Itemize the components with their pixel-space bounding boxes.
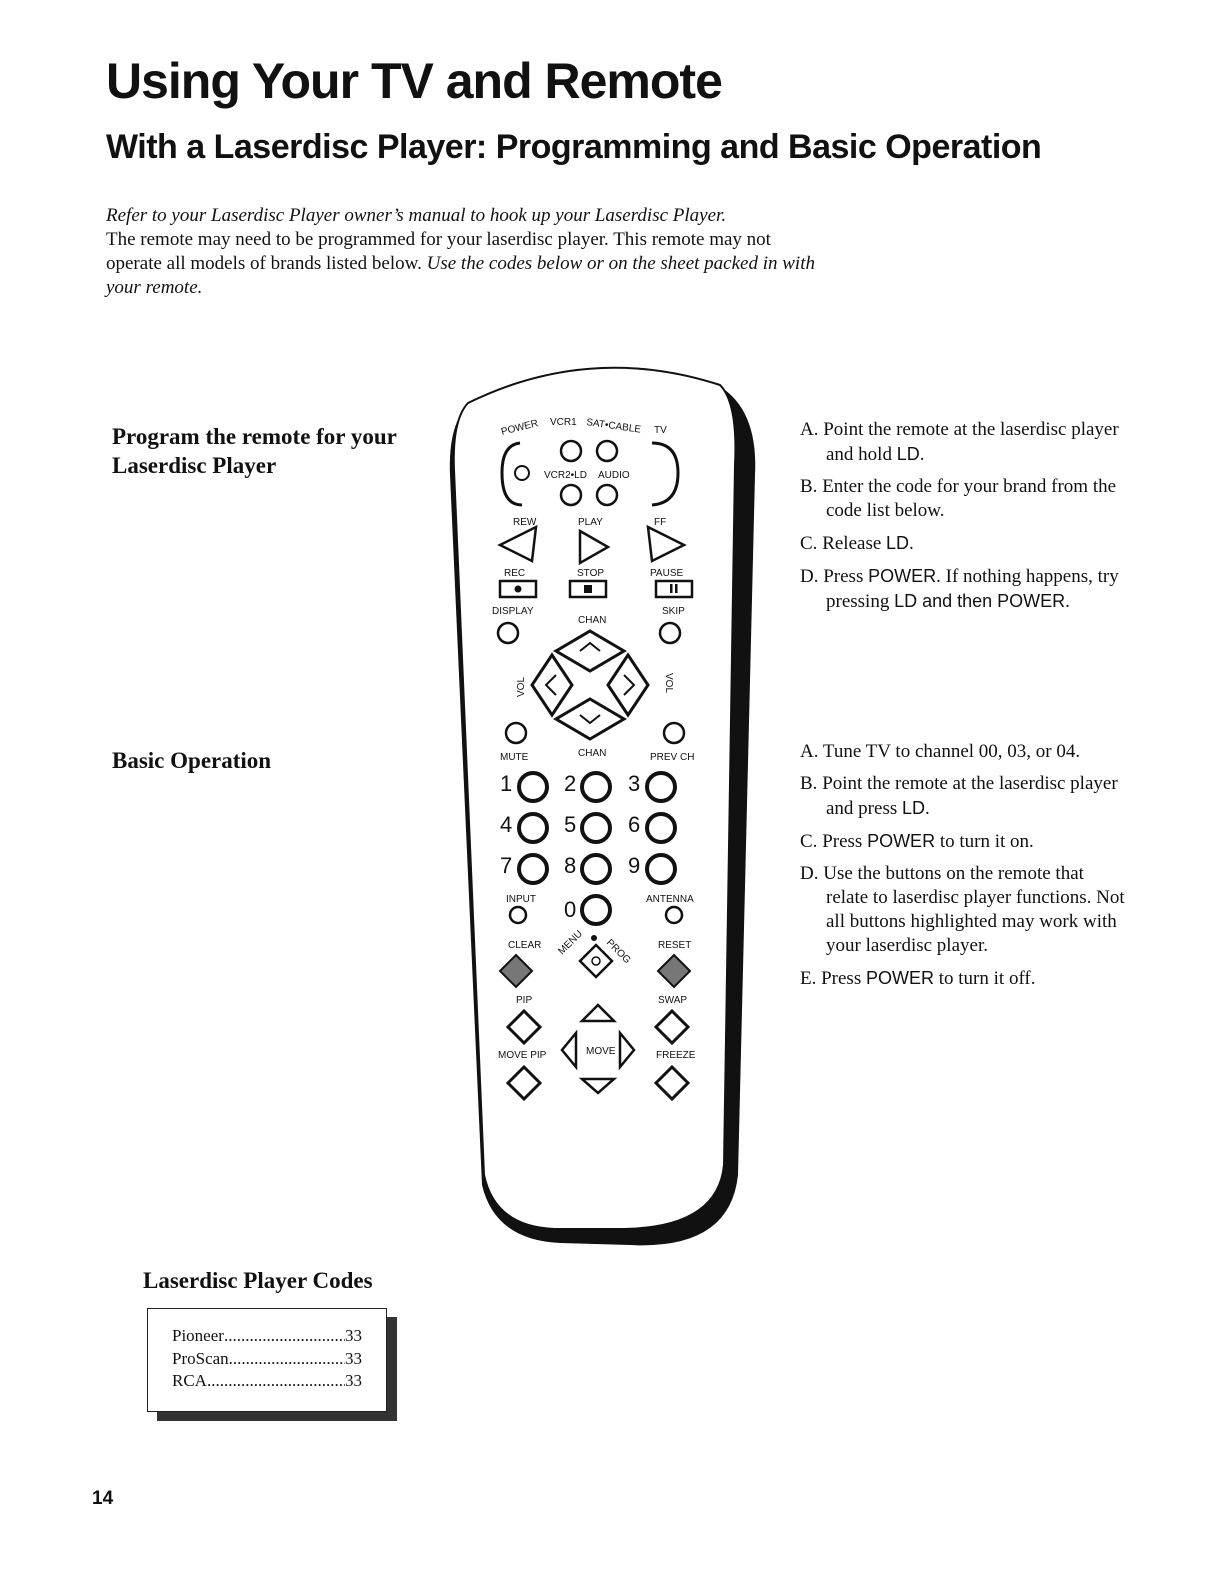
digit-label: 6 [628, 812, 641, 837]
mute-label: MUTE [500, 752, 529, 763]
vcr2ld-label: VCR2•LD [544, 470, 587, 481]
pause-icon [670, 584, 673, 593]
pip-label: PIP [516, 995, 533, 1006]
digit-label: 2 [564, 771, 577, 796]
stop-label: STOP [577, 568, 605, 579]
tv-label: TV [654, 425, 667, 436]
chan-up-label: CHAN [578, 615, 607, 626]
codes-heading: Laserdisc Player Codes [143, 1268, 373, 1293]
vcr1-label: VCR1 [550, 417, 577, 428]
program-step: D. Press POWER. If nothing happens, try pressing LD and then POWER. [800, 566, 1119, 612]
program-steps [800, 418, 1130, 622]
move-label: MOVE [586, 1046, 616, 1057]
digit-label: 5 [564, 812, 577, 837]
code-row [172, 1325, 362, 1348]
page-title: Using Your TV and Remote [106, 53, 722, 109]
power-label: POWER [500, 418, 540, 438]
program-step: C. Release LD. [800, 533, 914, 554]
remote-illustration [440, 355, 760, 1250]
program-step: A. Point the remote at the laserdisc player and hold LD. [800, 419, 1119, 465]
digit-label: 9 [628, 853, 641, 878]
brand-name: Pioneer [172, 1326, 224, 1345]
menu-label: MENU [556, 928, 585, 958]
basic-step: D. Use the buttons on the remote that relate to laserdisc player functions. Not all buttons highlighted may work with your laserdisc player. [800, 863, 1125, 956]
program-step: B. Enter the code for your brand from the code list below. [800, 476, 1117, 521]
page-subtitle: With a Laserdisc Player: Programming and Basic Operation [106, 128, 1042, 166]
chan-down-label: CHAN [578, 748, 607, 759]
clear-label: CLEAR [508, 940, 542, 951]
pause-label: PAUSE [650, 568, 684, 579]
page-number: 14 [92, 1488, 114, 1509]
reset-label: RESET [658, 940, 692, 951]
program-heading: Program the remote for your Laserdisc Player [112, 424, 397, 478]
ff-label: FF [654, 517, 667, 528]
codes-table [172, 1325, 362, 1393]
menu-dot-icon [591, 935, 597, 941]
digit-label: 4 [500, 812, 513, 837]
basic-step: E. Press POWER to turn it off. [800, 968, 1036, 989]
satcable-label: SAT•CABLE [585, 417, 642, 436]
play-label: PLAY [578, 517, 603, 528]
input-label: INPUT [506, 894, 536, 905]
antenna-label: ANTENNA [646, 894, 694, 905]
digit-label: 7 [500, 853, 513, 878]
basic-step: B. Point the remote at the laserdisc player and press LD. [800, 773, 1118, 819]
brand-code: 33 [345, 1348, 362, 1368]
intro-line-3: Use the codes below or on the sheet packed in with your remote. [106, 253, 815, 298]
digit-label: 1 [500, 771, 513, 796]
codes-box [147, 1308, 387, 1412]
skip-label: SKIP [662, 606, 685, 617]
digit-label: 3 [628, 771, 641, 796]
code-row [172, 1370, 362, 1393]
rew-label: REW [513, 517, 537, 528]
basic-steps [800, 740, 1130, 999]
intro-line-1: Refer to your Laserdisc Player owner’s manual to hook up your Laserdisc Player. [106, 205, 727, 226]
brand-code: 33 [345, 1371, 362, 1390]
rec-label: REC [504, 568, 526, 579]
brand-name: ProScan [172, 1348, 229, 1368]
intro-paragraph [106, 204, 826, 300]
display-label: DISPLAY [492, 606, 534, 617]
digit-label: 0 [564, 897, 577, 922]
code-row [172, 1348, 362, 1371]
digit-label: 8 [564, 853, 577, 878]
record-icon [515, 586, 522, 593]
brand-code: 33 [345, 1326, 362, 1345]
move-pip-label: MOVE PIP [498, 1050, 547, 1061]
vol-right-label: VOL [663, 673, 674, 694]
prog-label: PROG [603, 937, 633, 966]
stop-icon [584, 585, 592, 593]
freeze-label: FREEZE [656, 1050, 696, 1061]
audio-label: AUDIO [598, 470, 630, 481]
intro-line-2: The remote may need to be programmed for your laserdisc player. This remote may not operate all models of brands listed below. [106, 229, 771, 274]
brand-name: RCA [172, 1371, 207, 1390]
vol-left-label: VOL [516, 676, 527, 697]
basic-operation-heading: Basic Operation [112, 748, 272, 773]
prev-ch-label: PREV CH [650, 752, 695, 763]
basic-step: A. Tune TV to channel 00, 03, or 04. [800, 741, 1081, 762]
basic-step: C. Press POWER to turn it on. [800, 831, 1034, 852]
swap-label: SWAP [658, 995, 688, 1006]
